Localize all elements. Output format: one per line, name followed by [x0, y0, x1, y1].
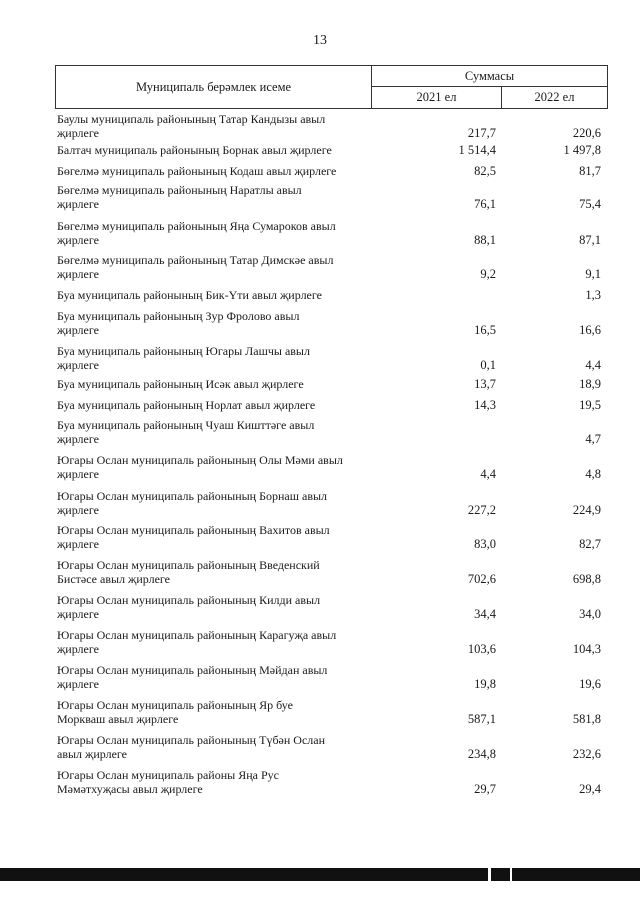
- value-2022: 18,9: [579, 377, 601, 391]
- table-row: [0, 698, 640, 726]
- municipality-name: [57, 112, 375, 140]
- table-row: [0, 219, 640, 247]
- column-header-name: Муниципаль берәмлек исеме: [56, 66, 372, 108]
- value-2022: 87,1: [579, 233, 601, 247]
- municipality-name-line: Мәмәтхуҗасы авыл җирлеге: [57, 782, 203, 796]
- municipality-name-line: Югары Ослан муниципаль районының Борнаш авыл: [57, 489, 328, 503]
- municipality-name: [57, 164, 375, 178]
- value-2021: 217,7: [467, 126, 496, 140]
- value-2022: 4,8: [585, 467, 601, 481]
- municipality-name: [57, 418, 375, 446]
- table-row: [0, 453, 640, 481]
- municipality-name: [57, 288, 375, 302]
- municipality-name: [57, 489, 375, 517]
- municipality-name: [57, 453, 375, 481]
- table-row: [0, 558, 640, 586]
- value-2022: 34,0: [579, 607, 601, 621]
- municipality-name-line: авыл җирлеге: [57, 747, 128, 761]
- municipality-name-line: Бөгелмә муниципаль районының Яңа Сумароков авыл: [57, 219, 336, 233]
- table-row: [0, 112, 640, 140]
- value-2022: 81,7: [579, 164, 601, 178]
- municipality-name-line: Югары Ослан муниципаль районының Олы Мәми авыл: [57, 453, 343, 467]
- table-row: [0, 143, 640, 157]
- municipality-name: [57, 377, 375, 391]
- value-2021: 82,5: [474, 164, 496, 178]
- municipality-name-line: Моркваш авыл җирлеге: [57, 712, 179, 726]
- municipality-name-line: җирлеге: [57, 642, 99, 656]
- municipality-name-line: Югары Ослан муниципаль районының Түбән Ослан: [57, 733, 326, 747]
- table-row: [0, 309, 640, 337]
- value-2022: 698,8: [572, 572, 601, 586]
- value-2022: 104,3: [572, 642, 601, 656]
- table-row: [0, 183, 640, 211]
- column-header-year-2021: 2021 ел: [372, 87, 502, 108]
- value-2021: 29,7: [474, 782, 496, 796]
- value-2021: 83,0: [474, 537, 496, 551]
- municipality-name: [57, 698, 375, 726]
- table-row: [0, 628, 640, 656]
- table-row: [0, 593, 640, 621]
- value-2021: 702,6: [467, 572, 496, 586]
- municipality-name-line: җирлеге: [57, 358, 99, 372]
- value-2022: 220,6: [572, 126, 601, 140]
- table-row: [0, 344, 640, 372]
- value-2021: 227,2: [467, 503, 496, 517]
- value-2021: 4,4: [480, 467, 496, 481]
- value-2022: 9,1: [585, 267, 601, 281]
- value-2021: 587,1: [467, 712, 496, 726]
- value-2022: 19,5: [579, 398, 601, 412]
- municipality-name-line: Буа муниципаль районының Норлат авыл җирлеге: [57, 398, 316, 412]
- municipality-name-line: Югары Ослан муниципаль районының Вахитов авыл: [57, 523, 330, 537]
- municipality-name-line: җирлеге: [57, 537, 99, 551]
- municipality-name-line: Югары Ослан муниципаль районы Яңа Рус: [57, 768, 279, 782]
- table-row: [0, 489, 640, 517]
- municipality-name-line: җирлеге: [57, 503, 99, 517]
- municipality-name-line: җирлеге: [57, 267, 99, 281]
- municipality-name-line: Буа муниципаль районының Зур Фролово авыл: [57, 309, 300, 323]
- page-number: 13: [313, 33, 327, 48]
- value-2022: 19,6: [579, 677, 601, 691]
- municipality-name: [57, 663, 375, 691]
- municipality-name: [57, 219, 375, 247]
- column-header-sum: Суммасы: [372, 66, 607, 87]
- value-2022: 82,7: [579, 537, 601, 551]
- table-row: [0, 164, 640, 178]
- value-2021: 16,5: [474, 323, 496, 337]
- municipality-name-line: җирлеге: [57, 607, 99, 621]
- table-header: [55, 65, 608, 109]
- table-row: [0, 288, 640, 302]
- municipality-name-line: җирлеге: [57, 432, 99, 446]
- municipality-name: [57, 344, 375, 372]
- scan-edge-bar: [0, 868, 640, 881]
- value-2021: 76,1: [474, 197, 496, 211]
- municipality-name-line: Бөгелмә муниципаль районының Наратлы авыл: [57, 183, 302, 197]
- table-row: [0, 523, 640, 551]
- table-row: [0, 253, 640, 281]
- municipality-name-line: Баулы муниципаль районының Татар Кандызы авыл: [57, 112, 326, 126]
- value-2022: 16,6: [579, 323, 601, 337]
- value-2022: 4,7: [585, 432, 601, 446]
- municipality-name: [57, 733, 375, 761]
- value-2021: 14,3: [474, 398, 496, 412]
- municipality-name-line: җирлеге: [57, 677, 99, 691]
- municipality-name-line: Бөгелмә муниципаль районының Кодаш авыл җирлеге: [57, 164, 337, 178]
- value-2022: 75,4: [579, 197, 601, 211]
- municipality-name: [57, 628, 375, 656]
- municipality-name: [57, 143, 375, 157]
- municipality-name-line: Буа муниципаль районының Бик-Үти авыл җирлеге: [57, 288, 322, 302]
- table-row: [0, 398, 640, 412]
- table-row: [0, 733, 640, 761]
- municipality-name: [57, 398, 375, 412]
- column-header-year-2022: 2022 ел: [534, 90, 575, 104]
- municipality-name-line: Югары Ослан муниципаль районының Карагуҗа авыл: [57, 628, 337, 642]
- municipality-name-line: җирлеге: [57, 126, 99, 140]
- table-row: [0, 418, 640, 446]
- municipality-name: [57, 253, 375, 281]
- value-2021: 88,1: [474, 233, 496, 247]
- municipality-name-line: Югары Ослан муниципаль районының Введенский: [57, 558, 320, 572]
- municipality-name-line: җирлеге: [57, 323, 99, 337]
- value-2021: 9,2: [480, 267, 496, 281]
- municipality-name: [57, 309, 375, 337]
- value-2021: 1 514,4: [458, 143, 496, 157]
- municipality-name-line: җирлеге: [57, 233, 99, 247]
- value-2022: 581,8: [572, 712, 601, 726]
- municipality-name-line: Буа муниципаль районының Исәк авыл җирлеге: [57, 377, 304, 391]
- municipality-name-line: җирлеге: [57, 467, 99, 481]
- municipality-name-line: Югары Ослан муниципаль районының Мәйдан авыл: [57, 663, 328, 677]
- table-row: [0, 768, 640, 796]
- municipality-name-line: Буа муниципаль районының Чуаш Кишттәге авыл: [57, 418, 315, 432]
- value-2022: 1,3: [585, 288, 601, 302]
- municipality-name-line: Бөгелмә муниципаль районының Татар Димскәе авыл: [57, 253, 334, 267]
- municipality-name: [57, 593, 375, 621]
- municipality-name-line: Буа муниципаль районының Югары Лашчы авыл: [57, 344, 310, 358]
- municipality-name: [57, 523, 375, 551]
- value-2021: 103,6: [467, 642, 496, 656]
- municipality-name-line: җирлеге: [57, 197, 99, 211]
- value-2022: 232,6: [572, 747, 601, 761]
- table-row: [0, 663, 640, 691]
- value-2022: 29,4: [579, 782, 601, 796]
- value-2022: 1 497,8: [563, 143, 601, 157]
- municipality-name-line: Балтач муниципаль районының Борнак авыл җирлеге: [57, 143, 332, 157]
- value-2021: 234,8: [467, 747, 496, 761]
- value-2021: 34,4: [474, 607, 496, 621]
- municipality-name-line: Югары Ослан муниципаль районының Яр буе: [57, 698, 293, 712]
- municipality-name: [57, 558, 375, 586]
- table-row: [0, 377, 640, 391]
- municipality-name: [57, 768, 375, 796]
- value-2021: 13,7: [474, 377, 496, 391]
- value-2021: 19,8: [474, 677, 496, 691]
- value-2022: 4,4: [585, 358, 601, 372]
- municipality-name: [57, 183, 375, 211]
- municipality-name-line: Югары Ослан муниципаль районының Килди авыл: [57, 593, 321, 607]
- value-2022: 224,9: [572, 503, 601, 517]
- value-2021: 0,1: [480, 358, 496, 372]
- municipality-name-line: Бистәсе авыл җирлеге: [57, 572, 171, 586]
